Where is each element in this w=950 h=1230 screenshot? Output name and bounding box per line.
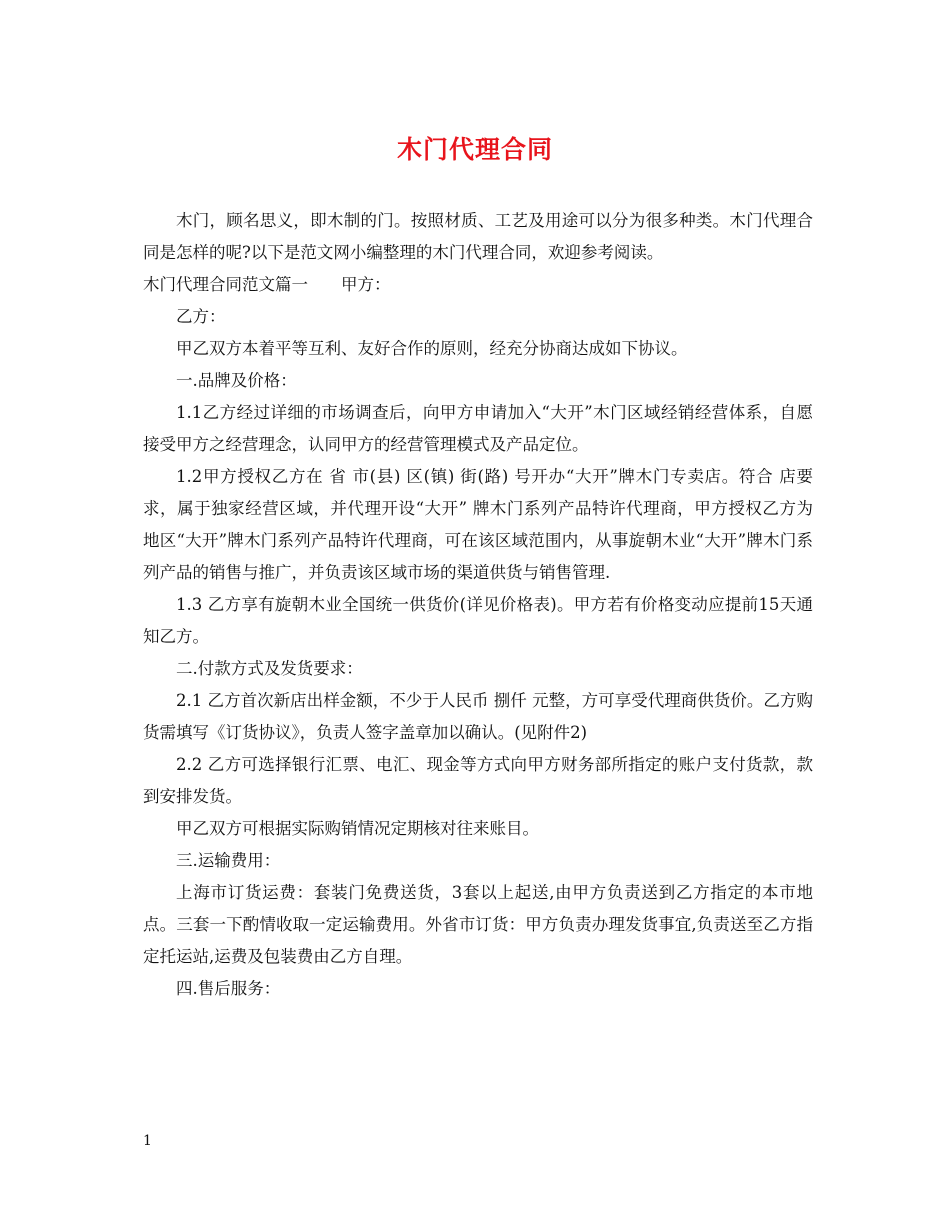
paragraph-section-3: 三.运输费用： <box>176 851 281 870</box>
paragraph-clause-1-2: 1.2甲方授权乙方在 省 市(县) 区(镇) 街(路) 号开办“大开”牌木门专卖店。符合 店要求，属于独家经营区域，并代理开设“大开” 牌木门系列产品特许代理商，甲方授权乙方为 地区“大开”牌木门系列产品特许代理商，可在该区域范围内，从事旋朝木业“大开”牌木门系列产品的销售与推广，并负责该区域市场的渠道供货与销售管理. <box>143 467 813 582</box>
document-body <box>143 205 813 1005</box>
page-number: 1 <box>143 1133 152 1149</box>
paragraph-clause-1-3: 1.3 乙方享有旋朝木业全国统一供货价(详见价格表)。甲方若有价格变动应提前15天通知乙方。 <box>143 595 813 646</box>
paragraph-clause-1-1: 1.1乙方经过详细的市场调查后，向甲方申请加入“大开”木门区域经销经营体系，自愿接受甲方之经营理念，认同甲方的经营管理模式及产品定位。 <box>143 403 813 454</box>
paragraph-intro: 木门，顾名思义，即木制的门。按照材质、工艺及用途可以分为很多种类。木门代理合同是怎样的呢?以下是范文网小编整理的木门代理合同，欢迎参考阅读。 <box>143 211 813 262</box>
paragraph-section-4: 四.售后服务： <box>176 979 281 998</box>
paragraph-clause-2-2: 2.2 乙方可选择银行汇票、电汇、现金等方式向甲方财务部所指定的账户支付货款，款到安排发货。 <box>143 755 813 806</box>
paragraph-agreement: 甲乙双方本着平等互利、友好合作的原则，经充分协商达成如下协议。 <box>176 339 688 358</box>
paragraph-party-b: 乙方： <box>176 307 226 326</box>
paragraph-shipping: 上海市订货运费：套装门免费送货，3套以上起送,由甲方负责送到乙方指定的本市地点。三套一下酌情收取一定运输费用。外省市订货：甲方负责办理发货事宜,负责送至乙方指定托运站,运费及包装费由乙方自理。 <box>143 883 813 966</box>
paragraph-section-1: 一.品牌及价格： <box>176 371 297 390</box>
paragraph-clause-2-1: 2.1 乙方首次新店出样金额，不少于人民币 捌仟 元整，方可享受代理商供货价。乙方购货需填写《订货协议》，负责人签字盖章加以确认。(见附件2) <box>143 691 813 742</box>
paragraph-sample-heading: 木门代理合同范文篇一 甲方： <box>143 275 391 294</box>
page-title: 木门代理合同 <box>396 135 553 164</box>
paragraph-section-2: 二.付款方式及发货要求： <box>176 659 363 678</box>
paragraph-reconcile: 甲乙双方可根据实际购销情况定期核对往来账目。 <box>176 819 539 838</box>
